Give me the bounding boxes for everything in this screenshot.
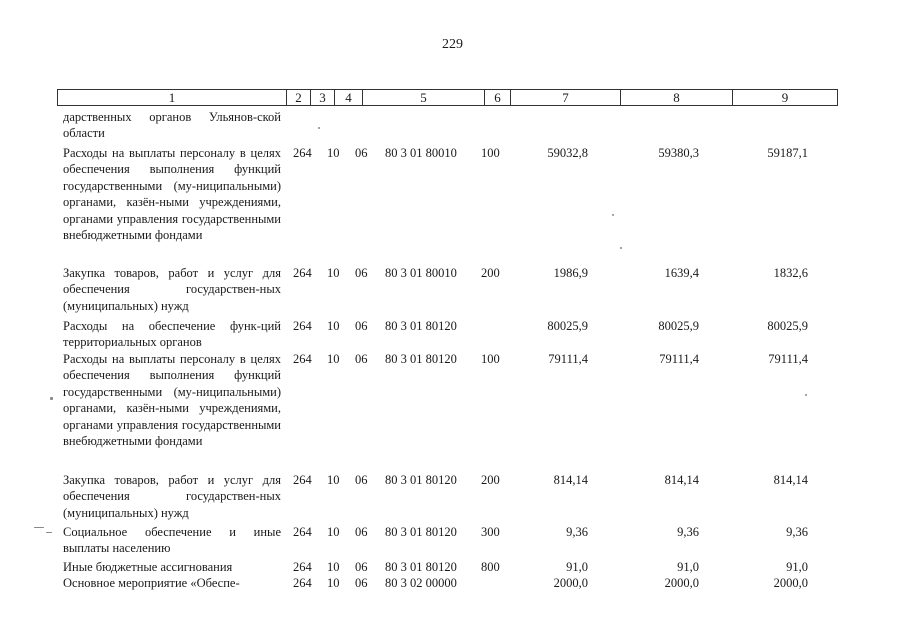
cell-col-6: 200: [481, 473, 500, 487]
table-header: [57, 89, 838, 106]
cell-col-3: 10: [327, 560, 340, 574]
cell-col-7: 91,0: [566, 560, 588, 574]
row-description: Иные бюджетные ассигнования: [63, 560, 233, 574]
cell-col-3: 10: [327, 146, 340, 160]
row-description: дарственных органов Ульянов-ской области: [63, 110, 281, 141]
cell-col-8: 814,14: [664, 473, 699, 487]
row-description: Закупка товаров, работ и услуг для обеспечения государствен-ных (муниципальных) нужд: [63, 266, 281, 313]
header-col-8: 8: [621, 90, 733, 105]
cell-col-9: 59187,1: [767, 146, 808, 160]
scan-speck: [620, 247, 622, 249]
scan-speck: [805, 394, 807, 396]
header-col-5: 5: [363, 90, 485, 105]
cell-col-6: 200: [481, 266, 500, 280]
cell-col-8: 9,36: [677, 525, 699, 539]
cell-col-5: 80 3 01 80120: [385, 473, 457, 487]
cell-col-5: 80 3 01 80120: [385, 560, 457, 574]
cell-col-4: 06: [355, 319, 368, 333]
cell-col-9: 1832,6: [773, 266, 808, 280]
cell-col-3: 10: [327, 576, 340, 590]
scan-speck: [50, 397, 53, 400]
cell-col-8: 59380,3: [658, 146, 699, 160]
cell-col-4: 06: [355, 576, 368, 590]
cell-col-9: 814,14: [773, 473, 808, 487]
cell-col-7: 59032,8: [547, 146, 588, 160]
cell-col-6: 100: [481, 352, 500, 366]
cell-col-7: 80025,9: [547, 319, 588, 333]
cell-col-8: 80025,9: [658, 319, 699, 333]
cell-col-9: 79111,4: [768, 352, 808, 366]
cell-col-4: 06: [355, 266, 368, 280]
cell-col-8: 2000,0: [664, 576, 699, 590]
cell-col-7: 79111,4: [548, 352, 588, 366]
cell-col-9: 2000,0: [773, 576, 808, 590]
scan-speck: [34, 527, 44, 528]
cell-col-8: 79111,4: [659, 352, 699, 366]
header-col-9: 9: [781, 90, 789, 105]
cell-col-5: 80 3 01 80120: [385, 525, 457, 539]
cell-col-5: 80 3 01 80120: [385, 352, 457, 366]
header-col-4: 4: [335, 90, 363, 105]
cell-col-2: 264: [293, 473, 312, 487]
cell-col-5: 80 3 02 00000: [385, 576, 457, 590]
header-col-7: 7: [511, 90, 621, 105]
row-description: Закупка товаров, работ и услуг для обеспечения государствен-ных (муниципальных) нужд: [63, 473, 281, 520]
header-col-6: 6: [485, 90, 511, 105]
scan-speck: [318, 127, 320, 129]
cell-col-7: 1986,9: [553, 266, 588, 280]
scan-speck: [612, 214, 614, 216]
cell-col-5: 80 3 01 80010: [385, 146, 457, 160]
cell-col-3: 10: [327, 352, 340, 366]
cell-col-5: 80 3 01 80120: [385, 319, 457, 333]
cell-col-3: 10: [327, 319, 340, 333]
cell-col-4: 06: [355, 352, 368, 366]
row-description: Социальное обеспечение и иные выплаты населению: [63, 525, 281, 556]
cell-col-4: 06: [355, 560, 368, 574]
cell-col-7: 2000,0: [553, 576, 588, 590]
cell-col-5: 80 3 01 80010: [385, 266, 457, 280]
row-description: Основное мероприятие «Обеспе-: [63, 576, 240, 590]
cell-col-9: 80025,9: [767, 319, 808, 333]
cell-col-6: 100: [481, 146, 500, 160]
row-description: Расходы на выплаты персоналу в целях обеспечения выполнения функций государственными (му-ниципальными) органами, казён-ными учреждениями, органами управления государственными внебюджетными фондами: [63, 146, 281, 243]
cell-col-2: 264: [293, 266, 312, 280]
row-description: Расходы на выплаты персоналу в целях обеспечения выполнения функций государственными (му-ниципальными) органами, казён-ными учреждениями, органами управления государственными внебюджетными фондами: [63, 352, 281, 449]
header-col-3: 3: [311, 90, 335, 105]
cell-col-4: 06: [355, 146, 368, 160]
cell-col-2: 264: [293, 319, 312, 333]
cell-col-6: 800: [481, 560, 500, 574]
cell-col-6: 300: [481, 525, 500, 539]
cell-col-9: 91,0: [786, 560, 808, 574]
cell-col-3: 10: [327, 266, 340, 280]
cell-col-3: 10: [327, 525, 340, 539]
cell-col-2: 264: [293, 525, 312, 539]
cell-col-2: 264: [293, 560, 312, 574]
cell-col-8: 1639,4: [664, 266, 699, 280]
page-number: 229: [442, 37, 463, 52]
cell-col-7: 814,14: [553, 473, 588, 487]
cell-col-7: 9,36: [566, 525, 588, 539]
cell-col-2: 264: [293, 352, 312, 366]
header-col-1: 1: [58, 90, 287, 105]
row-description: Расходы на обеспечение функ-ций территориальных органов: [63, 319, 281, 350]
cell-col-2: 264: [293, 146, 312, 160]
cell-col-3: 10: [327, 473, 340, 487]
header-col-2: 2: [287, 90, 311, 105]
cell-col-8: 91,0: [677, 560, 699, 574]
cell-col-4: 06: [355, 525, 368, 539]
cell-col-9: 9,36: [786, 525, 808, 539]
cell-col-4: 06: [355, 473, 368, 487]
cell-col-2: 264: [293, 576, 312, 590]
scan-speck: [46, 532, 52, 533]
